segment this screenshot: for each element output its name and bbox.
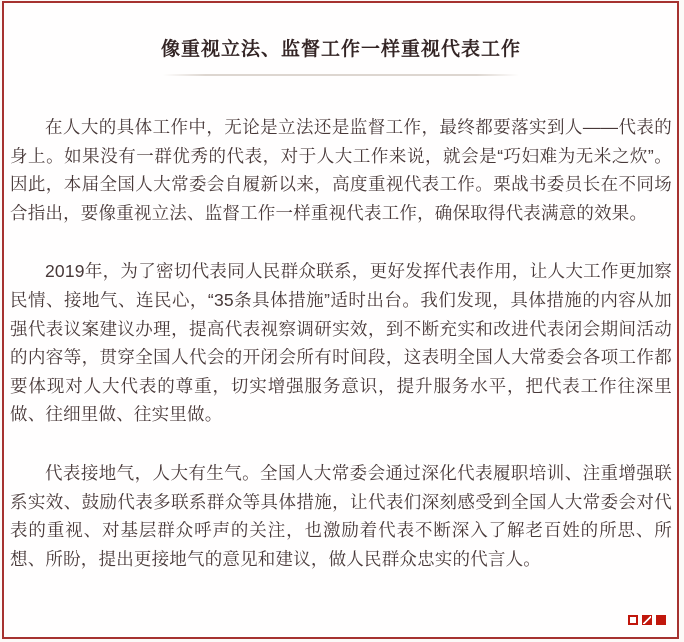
- paragraph-1: 在人大的具体工作中，无论是立法还是监督工作，最终都要落实到人——代表的身上。如果没有一群优秀的代表，对于人大工作来说，就会是“巧妇难为无米之炊”。因此，本届全国人大常委会自履新以来，高度重视代表工作。栗战书委员长在不同场合指出，要像重视立法、监督工作一样重视代表工作，确保取得代表满意的效果。: [10, 117, 672, 223]
- article-frame: [2, 1, 679, 639]
- end-of-article-marks: [628, 615, 666, 625]
- article-title: 像重视立法、监督工作一样重视代表工作: [160, 39, 521, 60]
- diagonal-square-icon: [642, 615, 652, 625]
- title-divider: [163, 74, 519, 76]
- paragraph-2: 2019年，为了密切代表同人民群众联系，更好发挥代表作用，让人大工作更加察民情、接地气、连民心，“35条具体措施”适时出台。我们发现，具体措施的内容从加强代表议案建议办理，提高代表视察调研实效，到不断充实和改进代表闭会期间活动的内容等，贯穿全国人代会的开闭会所有时间段，这表明全国人大常委会各项工作都要体现对人大代表的尊重，切实增强服务意识，提升服务水平，把代表工作往深里做、往细里做、往实里做。: [10, 261, 672, 425]
- solid-square-icon: [656, 615, 666, 625]
- article-content: [4, 3, 677, 637]
- paragraph-3: 代表接地气，人大有生气。全国人大常委会通过深化代表履职培训、注重增强联系实效、鼓励代表多联系群众等具体措施，让代表们深刻感受到全国人大常委会对代表的重视、对基层群众呼声的关注，也激励着代表不断深入了解老百姓的所思、所想、所盼，提出更接地气的意见和建议，做人民群众忠实的代言人。: [10, 462, 672, 569]
- hollow-square-icon: [628, 615, 638, 625]
- article-body: [10, 113, 672, 573]
